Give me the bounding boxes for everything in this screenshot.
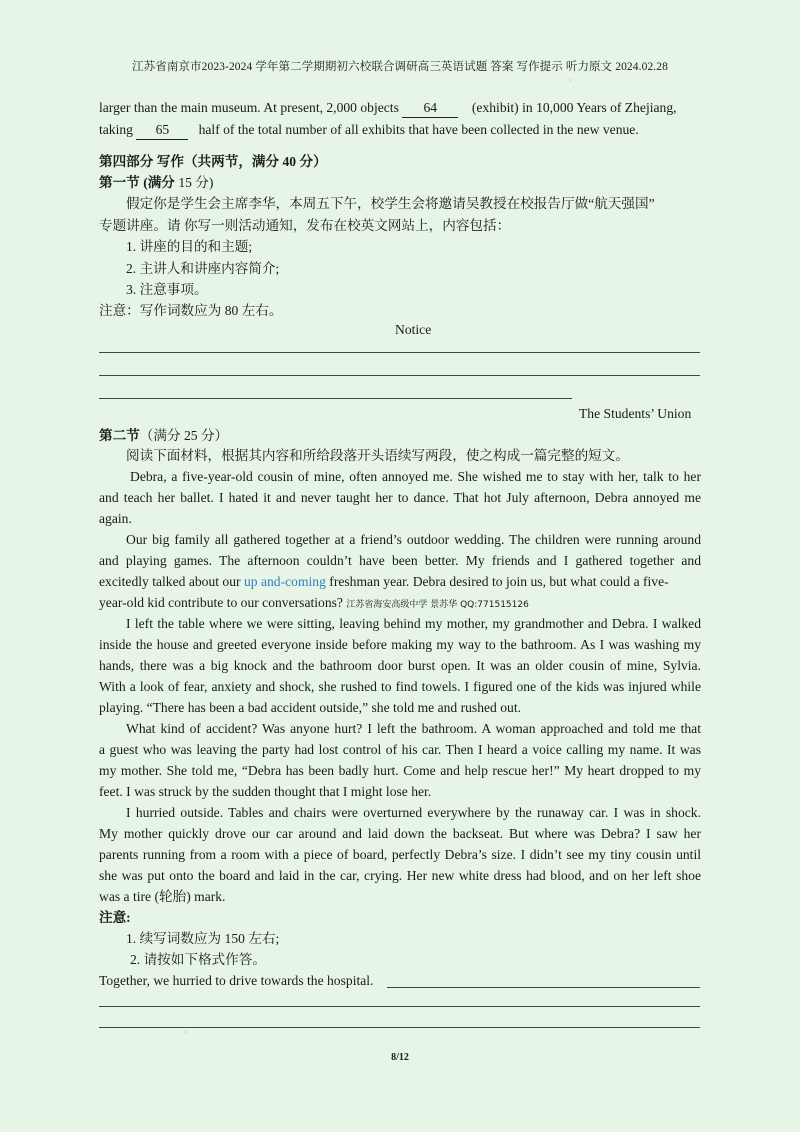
writing-line [99, 352, 700, 353]
story-line: With a look of fear, anxiety and shock, she rushed to find towels. I figured one of the kids was injured while [99, 679, 701, 694]
story-line: My mother quickly drove our car around and laid down the backseat. But where was Debra? I saw her [99, 826, 701, 841]
passage-line: taking 65 half of the total number of all exhibits that have been collected in the new venue. [99, 120, 639, 140]
answer-blank-65: 65 [136, 120, 188, 140]
story-line: my mother. She told me, “Debra has been badly hurt. Come and help rescue her!” My heart dropped to my [99, 763, 701, 778]
task-item: 3. 注意事项。 [126, 282, 208, 297]
story-line: hands, there was a big knock and the bathroom door burst open. It was an older cousin of mine, Sylvia. [99, 658, 701, 673]
passage-line: larger than the main museum. At present, 2,000 objects 64 (exhibit) in 10,000 Years of Zhejiang, [99, 98, 677, 118]
story-line: Debra, a five-year-old cousin of mine, often annoyed me. She wished me to stay with her, talk to her [130, 469, 701, 484]
story-line: she was put onto the board and laid in the car, crying. Her new white dress had blood, and on her left shoe [99, 868, 701, 883]
note-item: 2. 请按如下格式作答。 [130, 952, 266, 967]
story-line: inside the house and greeted everyone inside before making my way to the bathroom. As I was washing my [99, 637, 701, 652]
writing-line [387, 987, 700, 988]
source-watermark: 江苏省海安高级中学 景苏华 QQ:771515126 [346, 600, 529, 610]
header-dot: · [569, 76, 572, 85]
task-item: 2. 主讲人和讲座内容简介; [126, 261, 280, 276]
continuation-start: Together, we hurried to drive towards the hospital. [99, 973, 374, 988]
answer-blank-64: 64 [402, 98, 458, 118]
word-count-note: 注意：写作词数应为 80 左右。 [99, 303, 283, 318]
story-line: playing. “There has been a bad accident outside,” she told me and rushed out. [99, 700, 522, 715]
notice-signature: The Students’ Union [579, 406, 692, 421]
story-line: feet. I was struck by the sudden thought that I might lose her. [99, 784, 432, 799]
story-line: Our big family all gathered together at a friend’s outdoor wedding. The children were running around [126, 532, 701, 547]
task-paragraph: 假定你是学生会主席李华，本周五下午，校学生会将邀请吴教授在校报告厅做“航天强国” [126, 196, 655, 211]
story-line: and teach her ballet. I hated it and never taught her to dance. That hot July afternoon, Debra annoyed me [99, 490, 701, 505]
notice-title: Notice [395, 322, 432, 337]
story-line: excitedly talked about our up and-coming freshman year. Debra desired to join us, but what could a five- [99, 574, 669, 589]
writing-line [99, 1027, 700, 1028]
page-header: 江苏省南京市2023-2024 学年第二学期期初六校联合调研高三英语试题 答案 写作提示 听力原文 2024.02.28 [132, 61, 668, 73]
page-number: 8/12 [391, 1052, 409, 1063]
part4-title: 第四部分 写作（共两节，满分 40 分） [99, 154, 327, 169]
story-line: was a tire (轮胎) mark. [99, 889, 226, 904]
task-paragraph: 专题讲座。请 你写一则活动通知，发布在校英文网站上，内容包括： [99, 218, 511, 233]
story-line: parents running from a room with a piece of board, perfectly Debra’s size. I didn’t see my tiny cousin until [99, 847, 701, 862]
story-line: a guest who was leaving the party had lost control of his car. Then I heard a voice calling my name. It was [99, 742, 701, 757]
section1-title: 第一节 (满分 15 分) [99, 175, 214, 190]
section2-instruction: 阅读下面材料，根据其内容和所给段落开头语续写两段，使之构成一篇完整的短文。 [126, 448, 629, 463]
scan-dot: · [184, 1028, 187, 1037]
writing-line [99, 1006, 700, 1007]
story-line: I hurried outside. Tables and chairs were overturned everywhere by the runaway car. I was in shock. [126, 805, 701, 820]
story-line: year-old kid contribute to our conversations? 江苏省海安高级中学 景苏华 QQ:771515126 [99, 595, 529, 610]
writing-line [99, 398, 572, 399]
highlighted-phrase: up and-coming [243, 574, 326, 589]
story-line: I left the table where we were sitting, leaving behind my mother, my grandmother and Debra. I walked [126, 616, 701, 631]
task-item: 1. 讲座的目的和主题; [126, 239, 253, 254]
writing-line [99, 375, 700, 376]
story-line: What kind of accident? Was anyone hurt? I left the bathroom. A woman approached and told me that [126, 721, 701, 736]
section2-title: 第二节（满分 25 分） [99, 428, 229, 443]
notes-title: 注意: [99, 910, 131, 925]
story-line: and playing games. The afternoon couldn’t have been better. My friends and I gathered together and [99, 553, 701, 568]
story-line: again. [99, 511, 132, 526]
note-item: 1. 续写词数应为 150 左右; [126, 931, 280, 946]
